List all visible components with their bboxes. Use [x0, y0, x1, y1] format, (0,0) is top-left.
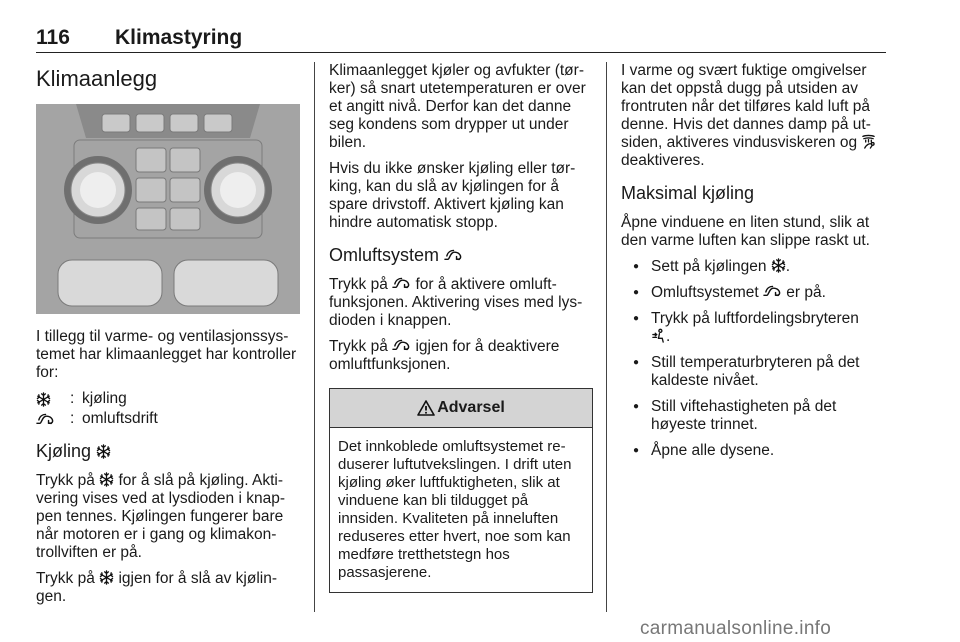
- column-divider: [606, 62, 607, 612]
- intro-text: I tillegg til varme- og ventilasjonssystemet har klimaanlegget har kontroller for:: [36, 328, 297, 381]
- legend-label: kjøling: [82, 390, 127, 407]
- text: deaktiveres.: [621, 152, 705, 169]
- legend-colon: :: [70, 390, 75, 407]
- warning-title: Advarsel: [437, 399, 505, 416]
- text: Trykk på: [329, 338, 388, 355]
- snowflake-icon: [36, 392, 70, 407]
- text: Trykk på: [36, 472, 95, 489]
- snowflake-icon: [96, 444, 111, 459]
- warning-triangle-icon: [417, 400, 435, 416]
- snowflake-icon: [99, 570, 114, 585]
- windscreen-demist-icon: [861, 134, 876, 149]
- text: Omluftsystemet: [651, 284, 759, 301]
- list-item: [621, 310, 887, 346]
- subsection-heading: [36, 440, 300, 462]
- legend-label: omluftsdrift: [82, 410, 158, 427]
- column-middle: [329, 62, 593, 593]
- text: igjen for å deaktivere omluftfunksjonen.: [329, 338, 560, 373]
- paragraph: Hvis du ikke ønsker kjøling eller tørking, kan du slå av kjølingen for å spare drivstoff. Aktivert kjøling kan hindre automatisk stopp.: [329, 160, 576, 231]
- warning-header: [330, 389, 592, 428]
- list-item: [621, 258, 887, 276]
- heading-text: Omluftsystem: [329, 245, 440, 265]
- heading-text: Kjøling: [36, 441, 92, 461]
- legend-row: [36, 390, 300, 408]
- warning-text: Det innkoblede omluftsystemet reduserer luftutvekslingen. I drift uten kjøling øker luftfuktigheten, slik at vinduene kan bli tildugget på innsiden. Kvaliteten på inneluften reduseres etter hvert, noe som kan medføre tretthetstegn hos passasjerene.: [338, 438, 572, 581]
- warning-box: [329, 388, 593, 593]
- section-heading: Klimaanlegg: [36, 66, 158, 91]
- subsection-heading: [329, 244, 593, 266]
- snowflake-icon: [771, 258, 786, 273]
- text: er på.: [786, 284, 826, 301]
- page-number: 116: [36, 26, 70, 49]
- control-legend: [36, 390, 300, 428]
- text: I varme og svært fuktige omgivelser kan det oppstå dugg på utsiden av frontruten når det tilføres kald luft på denne. Hvis det dannes damp på utsiden, aktiveres vindusviskeren og: [621, 62, 871, 151]
- text: Trykk på luftfordelingsbryteren: [651, 310, 859, 327]
- air-distribution-icon: [651, 328, 666, 343]
- text: for å slå på kjøling. Aktivering vises ved at lysdioden i knappen tennes. Kjølingen fungerer bare når motoren er i gang og klimakontrollviften er på.: [36, 472, 286, 561]
- column-left: [36, 62, 300, 614]
- recirculation-icon: [36, 413, 70, 426]
- text: .: [666, 328, 671, 345]
- paragraph: [329, 276, 593, 330]
- legend-row: [36, 410, 300, 428]
- text: Trykk på: [36, 570, 95, 587]
- text: .: [785, 258, 791, 275]
- chapter-title: Klimastyring: [115, 26, 243, 49]
- page-header: [36, 26, 886, 53]
- text: igjen for å slå av kjølingen.: [36, 570, 277, 605]
- column-divider: [314, 62, 315, 612]
- recirculation-icon: [763, 285, 782, 298]
- column-right: [621, 62, 887, 468]
- recirculation-icon: [444, 249, 463, 262]
- list-item: ● Åpne alle dysene.: [621, 442, 887, 460]
- paragraph: Åpne vinduene en liten stund, slik at den varme luften kan slippe raskt ut.: [621, 214, 870, 249]
- watermark: carmanualsonline.info: [640, 618, 832, 639]
- climate-panel-photo: [36, 104, 300, 314]
- paragraph: Klimaanlegget kjøler og avfukter (tørker) så snart utetemperaturen er over et angitt nivå. Derfor kan det danne seg kondens som drypper ut under bilen.: [329, 62, 586, 151]
- paragraph: [36, 570, 300, 606]
- text: for å aktivere omluftfunksjonen. Aktivering vises med lysdioden i knappen.: [329, 276, 583, 329]
- list-item: [621, 284, 887, 302]
- list-item: ● Still viftehastigheten på det høyeste trinnet.: [621, 398, 887, 434]
- recirculation-icon: [392, 277, 411, 290]
- subsection-heading: Maksimal kjøling: [621, 183, 755, 203]
- recirculation-icon: [392, 339, 411, 352]
- list-item: ● Still temperaturbryteren på det kaldeste nivået.: [621, 354, 887, 390]
- legend-colon: :: [70, 410, 75, 427]
- text: Trykk på: [329, 276, 388, 293]
- paragraph: [621, 62, 887, 170]
- bullet-list: [621, 258, 887, 460]
- paragraph: [329, 338, 593, 374]
- snowflake-icon: [99, 472, 114, 487]
- paragraph: [36, 472, 300, 562]
- text: Sett på kjølingen: [651, 258, 767, 275]
